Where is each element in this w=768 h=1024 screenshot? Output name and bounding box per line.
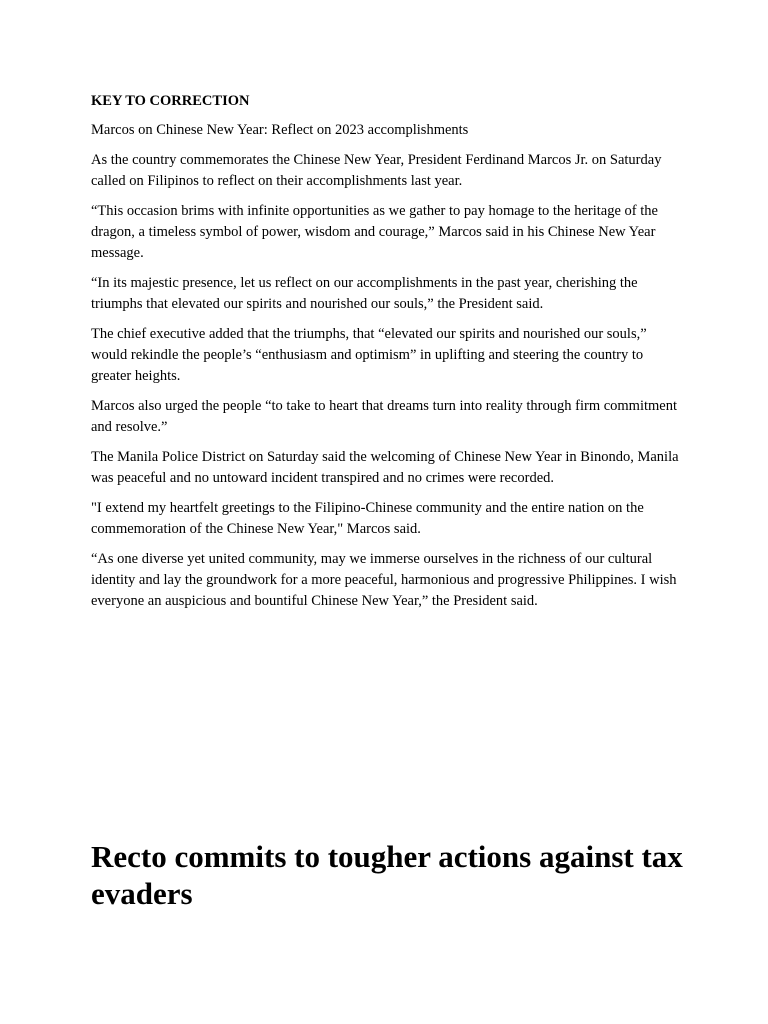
- section-heading: KEY TO CORRECTION: [91, 93, 250, 109]
- article-title: Marcos on Chinese New Year: Reflect on 2023 accomplishments: [91, 122, 469, 138]
- paragraph-5: Marcos also urged the people “to take to heart that dreams turn into reality through firm commitment and resolve.”: [91, 398, 678, 435]
- paragraph-8: “As one diverse yet united community, may we immerse ourselves in the richness of our cultural identity and lay the groundwork for a more peaceful, harmonious and progressive Philippines. I wish everyone an auspicious and bountiful Chinese New Year,” the President said.: [91, 551, 677, 609]
- paragraph-7: "I extend my heartfelt greetings to the Filipino-Chinese community and the entire nation on the commemoration of the Chinese New Year," Marcos said.: [91, 500, 644, 537]
- paragraph-4: The chief executive added that the triumphs, that “elevated our spirits and nourished our souls,” would rekindle the people’s “enthusiasm and optimism” in uplifting and steering the country to greater heights.: [91, 326, 647, 384]
- paragraph-1: As the country commemorates the Chinese New Year, President Ferdinand Marcos Jr. on Saturday called on Filipinos to reflect on their accomplishments last year.: [91, 152, 662, 189]
- next-article-headline: Recto commits to tougher actions against tax evaders: [91, 839, 683, 911]
- paragraph-6: The Manila Police District on Saturday said the welcoming of Chinese New Year in Binondo, Manila was peaceful and no untoward incident transpired and no crimes were recorded.: [91, 449, 679, 486]
- paragraph-2: “This occasion brims with infinite opportunities as we gather to pay homage to the heritage of the dragon, a timeless symbol of power, wisdom and courage,” Marcos said in his Chinese New Year message.: [91, 203, 658, 261]
- article-body: [91, 90, 683, 621]
- paragraph-3: “In its majestic presence, let us reflect on our accomplishments in the past year, cherishing the triumphs that elevated our spirits and nourished our souls,” the President said.: [91, 275, 638, 312]
